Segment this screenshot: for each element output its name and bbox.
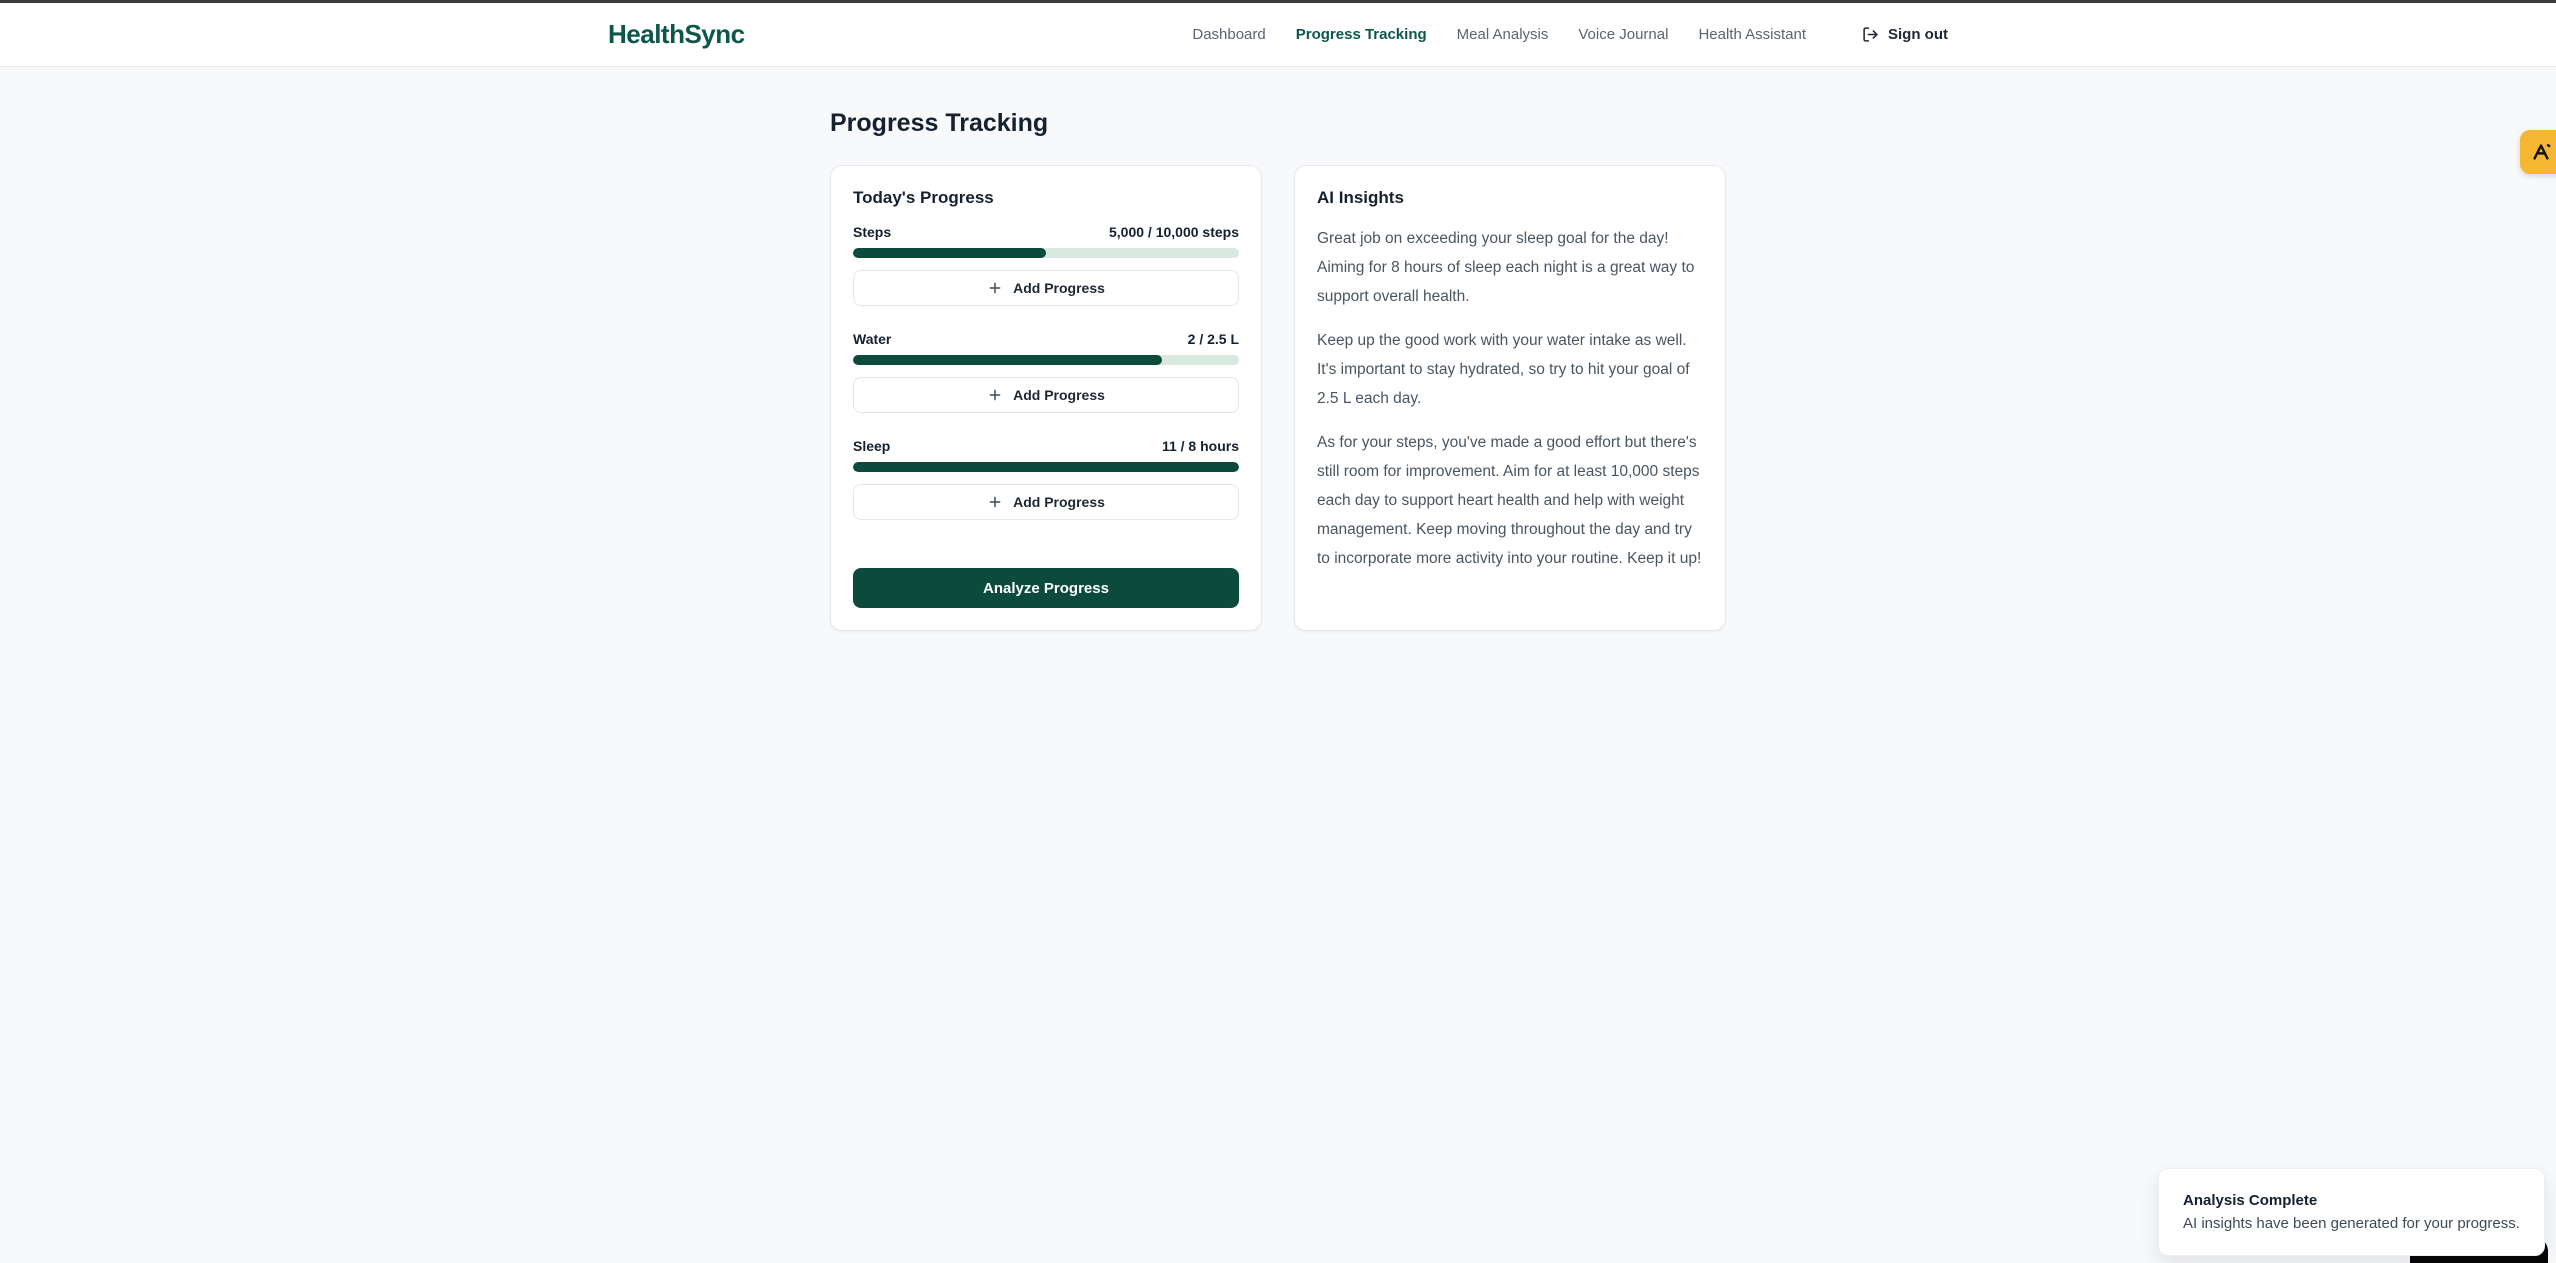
toast-title: Analysis Complete [2183, 1192, 2318, 1209]
app-logo[interactable]: HealthSync [608, 19, 745, 49]
sleep-progress-bar [853, 462, 1239, 472]
main-content [0, 67, 2556, 631]
sleep-progress-fill [853, 462, 1239, 472]
insight-paragraph-water: Keep up the good work with your water intake as well. It's important to stay hydrated, so try to hit your goal of 2.5 L each day. [1317, 332, 1690, 407]
plus-icon [987, 280, 1003, 296]
toast-message: AI insights have been generated for your progress. [2183, 1215, 2520, 1232]
metric-steps [853, 224, 1239, 306]
ai-insights-card [1294, 165, 1726, 631]
insight-paragraph-sleep: Great job on exceeding your sleep goal for the day! Aiming for 8 hours of sleep each night is a great way to support overall health. [1317, 230, 1695, 305]
sleep-add-progress-button[interactable] [853, 484, 1239, 520]
sign-out-label: Sign out [1888, 26, 1948, 43]
water-progress-bar [853, 355, 1239, 365]
add-progress-label: Add Progress [1013, 387, 1105, 403]
main-nav [1192, 26, 1948, 43]
toast-notification [2158, 1168, 2545, 1256]
nav-item-meal-analysis[interactable]: Meal Analysis [1456, 26, 1549, 43]
insight-paragraph-steps: As for your steps, you've made a good effort but there's still room for improvement. Aim for at least 10,000 steps each day to support heart health and help with weight management. Keep moving throughout the day and try to incorporate more activity into your routine. Keep it up! [1317, 434, 1702, 567]
add-progress-label: Add Progress [1013, 280, 1105, 296]
sleep-label: Sleep [853, 438, 891, 454]
nav-item-progress-tracking[interactable]: Progress Tracking [1295, 26, 1427, 43]
nav-item-health-assistant[interactable]: Health Assistant [1698, 26, 1806, 43]
side-brand-widget-button[interactable] [2520, 130, 2556, 174]
steps-add-progress-button[interactable] [853, 270, 1239, 306]
plus-icon [987, 494, 1003, 510]
nav-item-voice-journal[interactable]: Voice Journal [1578, 26, 1669, 43]
steps-progress-bar [853, 248, 1239, 258]
water-progress-fill [853, 355, 1162, 365]
insights-card-title: AI Insights [1317, 188, 1404, 207]
add-progress-label: Add Progress [1013, 494, 1105, 510]
logout-icon [1862, 26, 1879, 43]
sleep-value: 11 / 8 hours [1161, 438, 1239, 454]
water-label: Water [853, 331, 892, 347]
progress-card-title: Today's Progress [853, 188, 994, 207]
steps-progress-fill [853, 248, 1046, 258]
metric-sleep [853, 438, 1239, 520]
plus-icon [987, 387, 1003, 403]
steps-label: Steps [853, 224, 892, 240]
nav-item-dashboard[interactable]: Dashboard [1192, 26, 1266, 43]
analyze-progress-button[interactable]: Analyze Progress [853, 568, 1239, 608]
app-header [0, 3, 2556, 67]
sign-out-button[interactable] [1862, 26, 1948, 43]
water-value: 2 / 2.5 L [1187, 331, 1239, 347]
metric-water [853, 331, 1239, 413]
water-add-progress-button[interactable] [853, 377, 1239, 413]
page-title: Progress Tracking [830, 109, 1049, 137]
steps-value: 5,000 / 10,000 steps [1109, 224, 1239, 240]
brand-a-icon [2530, 141, 2552, 163]
todays-progress-card [830, 165, 1262, 631]
